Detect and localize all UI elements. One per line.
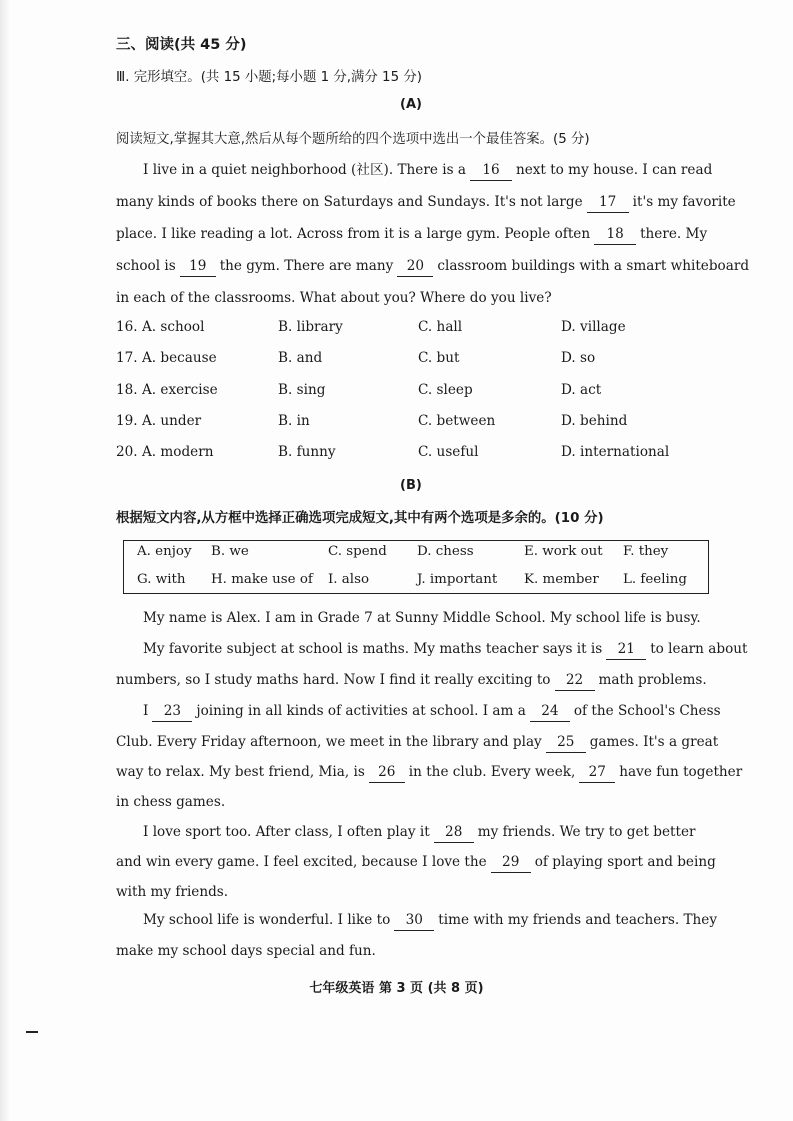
option-d[interactable]: D. behind <box>561 413 628 429</box>
answer-blank[interactable]: 22 <box>555 670 595 691</box>
option-d[interactable]: D. village <box>561 319 626 335</box>
answer-blank[interactable]: 29 <box>491 852 531 873</box>
page-footer: 七年级英语 第 3 页 (共 8 页) <box>309 981 484 996</box>
passage-a-instruction: 阅读短文,掌握其大意,然后从每个题所给的四个选项中选出一个最佳答案。(5 分) <box>116 132 590 147</box>
option-b[interactable]: B. sing <box>278 382 326 398</box>
scan-mark <box>26 1031 38 1033</box>
passage-a-line: many kinds of books there on Saturdays and Sundays. It's not large 17 it's my favorite <box>116 192 736 213</box>
answer-blank[interactable]: 19 <box>180 256 216 277</box>
answer-blank[interactable]: 23 <box>152 701 192 722</box>
passage-b-line: in chess games. <box>116 794 226 810</box>
passage-b-line: My school life is wonderful. I like to 30 time with my friends and teachers. They <box>143 910 717 931</box>
option-a[interactable]: 20. A. modern <box>116 444 214 460</box>
box-row <box>124 544 710 564</box>
box-row <box>124 572 710 592</box>
passage-b-line: My name is Alex. I am in Grade 7 at Sunny Middle School. My school life is busy. <box>143 610 701 626</box>
passage-b-line: My favorite subject at school is maths. My maths teacher says it is 21 to learn about <box>143 639 747 660</box>
answer-blank[interactable]: 17 <box>587 192 629 213</box>
passage-b-line: way to relax. My best friend, Mia, is 26 in the club. Every week, 27 have fun together <box>116 762 742 783</box>
option-row <box>116 350 716 370</box>
option-c[interactable]: C. but <box>418 350 460 366</box>
option-a[interactable]: 16. A. school <box>116 319 205 335</box>
passage-a-line: school is 19 the gym. There are many 20 classroom buildings with a smart whiteboard <box>116 256 749 277</box>
passage-b-label: (B) <box>400 478 422 493</box>
answer-blank[interactable]: 20 <box>397 256 433 277</box>
option-d[interactable]: D. so <box>561 350 596 366</box>
option-a[interactable]: 18. A. exercise <box>116 382 218 398</box>
passage-b-line: I 23 joining in all kinds of activities at school. I am a 24 of the School's Chess <box>143 701 721 722</box>
option-c[interactable]: C. hall <box>418 319 463 335</box>
answer-blank[interactable]: 18 <box>594 224 636 245</box>
option-row <box>116 382 716 402</box>
section-title: 三、阅读(共 45 分) <box>116 37 247 53</box>
option-a[interactable]: 19. A. under <box>116 413 202 429</box>
option-row <box>116 319 716 339</box>
answer-blank[interactable]: 16 <box>470 160 512 181</box>
option-c[interactable]: C. sleep <box>418 382 473 398</box>
answer-blank[interactable]: 21 <box>606 639 646 660</box>
word-choice-box <box>123 540 709 594</box>
box-option: C. spend <box>328 544 387 559</box>
option-b[interactable]: B. in <box>278 413 310 429</box>
box-option: E. work out <box>524 544 603 559</box>
answer-blank[interactable]: 24 <box>530 701 570 722</box>
box-option: B. we <box>211 544 249 559</box>
part-title: Ⅲ. 完形填空。(共 15 小题;每小题 1 分,满分 15 分) <box>116 70 422 85</box>
answer-blank[interactable]: 27 <box>579 762 615 783</box>
passage-a-line: in each of the classrooms. What about you? Where do you live? <box>116 290 552 306</box>
passage-b-line: Club. Every Friday afternoon, we meet in the library and play 25 games. It's a great <box>116 732 718 753</box>
passage-a-line: I live in a quiet neighborhood (社区). There is a 16 next to my house. I can read <box>143 160 712 181</box>
option-c[interactable]: C. between <box>418 413 496 429</box>
passage-b-line: I love sport too. After class, I often play it 28 my friends. We try to get better <box>143 822 696 843</box>
passage-b-line: numbers, so I study maths hard. Now I find it really exciting to 22 math problems. <box>116 670 707 691</box>
option-b[interactable]: B. funny <box>278 444 336 460</box>
passage-b-line: and win every game. I feel excited, because I love the 29 of playing sport and being <box>116 852 716 873</box>
option-row <box>116 413 716 433</box>
passage-b-line: make my school days special and fun. <box>116 943 376 959</box>
passage-b-instruction: 根据短文内容,从方框中选择正确选项完成短文,其中有两个选项是多余的。(10 分) <box>116 511 604 526</box>
box-option: D. chess <box>417 544 474 559</box>
answer-blank[interactable]: 28 <box>434 822 474 843</box>
answer-blank[interactable]: 25 <box>546 732 586 753</box>
box-option: K. member <box>524 572 599 587</box>
box-option: G. with <box>137 572 186 587</box>
passage-a-line: place. I like reading a lot. Across from it is a large gym. People often 18 there. My <box>116 224 707 245</box>
option-d[interactable]: D. act <box>561 382 602 398</box>
box-option: I. also <box>328 572 370 587</box>
passage-a-label: (A) <box>400 97 422 112</box>
option-b[interactable]: B. and <box>278 350 323 366</box>
answer-blank[interactable]: 26 <box>369 762 405 783</box>
box-option: A. enjoy <box>137 544 192 559</box>
answer-blank[interactable]: 30 <box>394 910 434 931</box>
box-option: H. make use of <box>211 572 313 587</box>
box-option: F. they <box>623 544 669 559</box>
option-d[interactable]: D. international <box>561 444 670 460</box>
option-row <box>116 444 716 464</box>
option-a[interactable]: 17. A. because <box>116 350 217 366</box>
option-b[interactable]: B. library <box>278 319 343 335</box>
box-option: J. important <box>417 572 498 587</box>
page-edge <box>0 0 10 1121</box>
passage-b-line: with my friends. <box>116 884 229 900</box>
box-option: L. feeling <box>623 572 687 587</box>
option-c[interactable]: C. useful <box>418 444 479 460</box>
